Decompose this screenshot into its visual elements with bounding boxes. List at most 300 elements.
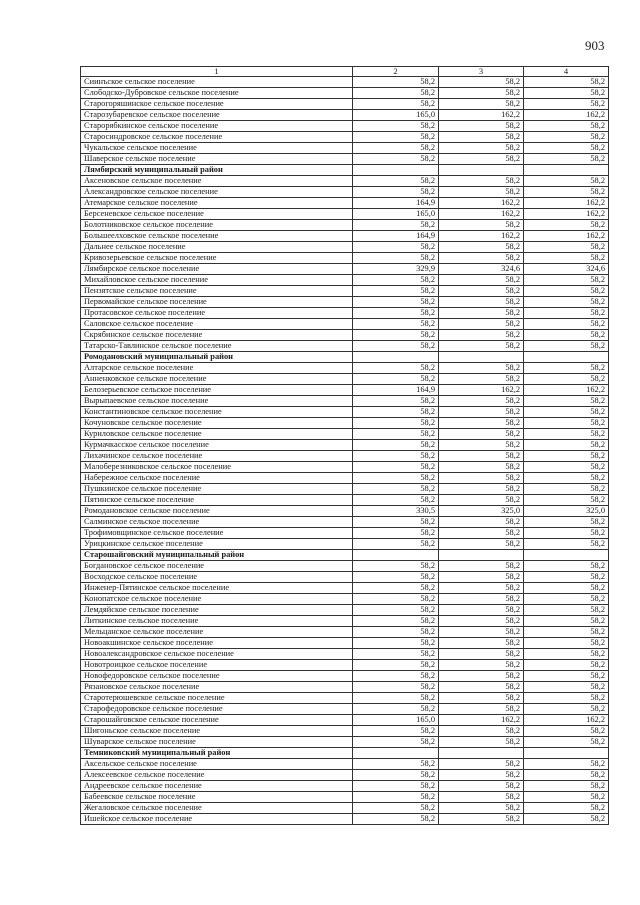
header-col-1: 1 (81, 67, 353, 77)
settlement-name: Рязановское сельское поселение (81, 682, 353, 693)
table-row (81, 682, 609, 693)
table-header (81, 67, 609, 77)
value-cell-col-4: 58,2 (524, 528, 609, 539)
value-cell-col-2: 58,2 (353, 143, 439, 154)
value-cell-col-4: 58,2 (524, 781, 609, 792)
table-row (81, 451, 609, 462)
value-cell-col-4: 58,2 (524, 627, 609, 638)
settlement-name: Куриловское сельское поселение (81, 429, 353, 440)
value-cell-col-3: 162,2 (439, 209, 524, 220)
empty-cell (439, 748, 524, 759)
table-row (81, 814, 609, 825)
table-row (81, 528, 609, 539)
value-cell-col-3: 325,0 (439, 506, 524, 517)
district-header-row (81, 550, 609, 561)
value-cell-col-3: 58,2 (439, 154, 524, 165)
budget-table (80, 66, 609, 825)
value-cell-col-2: 58,2 (353, 539, 439, 550)
value-cell-col-3: 58,2 (439, 242, 524, 253)
table-row (81, 363, 609, 374)
value-cell-col-4: 58,2 (524, 121, 609, 132)
value-cell-col-3: 58,2 (439, 429, 524, 440)
value-cell-col-3: 58,2 (439, 396, 524, 407)
value-cell-col-3: 58,2 (439, 418, 524, 429)
value-cell-col-4: 58,2 (524, 693, 609, 704)
settlement-name: Атемарское сельское поселение (81, 198, 353, 209)
settlement-name: Первомайское сельское поселение (81, 297, 353, 308)
value-cell-col-3: 58,2 (439, 121, 524, 132)
table-row (81, 297, 609, 308)
value-cell-col-2: 58,2 (353, 330, 439, 341)
table-row (81, 726, 609, 737)
value-cell-col-2: 58,2 (353, 781, 439, 792)
value-cell-col-2: 58,2 (353, 484, 439, 495)
settlement-name: Старотерюшевское сельское поселение (81, 693, 353, 704)
value-cell-col-3: 58,2 (439, 451, 524, 462)
value-cell-col-2: 58,2 (353, 627, 439, 638)
value-cell-col-3: 58,2 (439, 814, 524, 825)
value-cell-col-4: 58,2 (524, 440, 609, 451)
value-cell-col-2: 58,2 (353, 308, 439, 319)
value-cell-col-2: 58,2 (353, 154, 439, 165)
value-cell-col-4: 58,2 (524, 341, 609, 352)
table-row (81, 176, 609, 187)
table-row (81, 121, 609, 132)
settlement-name: Лихачинское сельское поселение (81, 451, 353, 462)
value-cell-col-3: 58,2 (439, 308, 524, 319)
value-cell-col-4: 58,2 (524, 286, 609, 297)
value-cell-col-3: 58,2 (439, 539, 524, 550)
value-cell-col-4: 58,2 (524, 143, 609, 154)
table-row (81, 627, 609, 638)
value-cell-col-4: 58,2 (524, 572, 609, 583)
value-cell-col-3: 58,2 (439, 132, 524, 143)
value-cell-col-2: 58,2 (353, 583, 439, 594)
header-row (81, 67, 609, 77)
empty-cell (353, 352, 439, 363)
table-row (81, 484, 609, 495)
value-cell-col-4: 58,2 (524, 132, 609, 143)
table-row (81, 396, 609, 407)
value-cell-col-2: 58,2 (353, 649, 439, 660)
value-cell-col-2: 58,2 (353, 121, 439, 132)
value-cell-col-2: 58,2 (353, 693, 439, 704)
value-cell-col-2: 164,9 (353, 231, 439, 242)
settlement-name: Пятинское сельское поселение (81, 495, 353, 506)
value-cell-col-4: 162,2 (524, 110, 609, 121)
settlement-name: Новотроицкое сельское поселение (81, 660, 353, 671)
value-cell-col-4: 162,2 (524, 385, 609, 396)
empty-cell (353, 550, 439, 561)
empty-cell (524, 352, 609, 363)
value-cell-col-2: 58,2 (353, 440, 439, 451)
value-cell-col-2: 58,2 (353, 517, 439, 528)
value-cell-col-2: 58,2 (353, 638, 439, 649)
value-cell-col-3: 58,2 (439, 99, 524, 110)
value-cell-col-3: 58,2 (439, 627, 524, 638)
value-cell-col-2: 58,2 (353, 462, 439, 473)
value-cell-col-3: 58,2 (439, 286, 524, 297)
value-cell-col-3: 58,2 (439, 253, 524, 264)
table-row (81, 319, 609, 330)
value-cell-col-3: 58,2 (439, 341, 524, 352)
settlement-name: Новофедоровское сельское поселение (81, 671, 353, 682)
value-cell-col-3: 58,2 (439, 671, 524, 682)
value-cell-col-2: 58,2 (353, 572, 439, 583)
settlement-name: Набережное сельское поселение (81, 473, 353, 484)
table-row (81, 264, 609, 275)
table-row (81, 803, 609, 814)
table-row (81, 605, 609, 616)
value-cell-col-2: 58,2 (353, 737, 439, 748)
value-cell-col-4: 58,2 (524, 605, 609, 616)
value-cell-col-4: 58,2 (524, 583, 609, 594)
value-cell-col-2: 58,2 (353, 286, 439, 297)
value-cell-col-4: 58,2 (524, 770, 609, 781)
empty-cell (439, 550, 524, 561)
settlement-name: Татарско-Тавлинское сельское поселение (81, 341, 353, 352)
table-row (81, 275, 609, 286)
value-cell-col-3: 58,2 (439, 77, 524, 88)
value-cell-col-4: 58,2 (524, 803, 609, 814)
value-cell-col-2: 58,2 (353, 605, 439, 616)
value-cell-col-4: 58,2 (524, 99, 609, 110)
district-name: Старошайговский муниципальный район (81, 550, 353, 561)
value-cell-col-2: 58,2 (353, 594, 439, 605)
table-row (81, 143, 609, 154)
value-cell-col-3: 58,2 (439, 726, 524, 737)
value-cell-col-2: 58,2 (353, 770, 439, 781)
value-cell-col-2: 165,0 (353, 110, 439, 121)
value-cell-col-3: 58,2 (439, 583, 524, 594)
empty-cell (524, 550, 609, 561)
empty-cell (353, 165, 439, 176)
value-cell-col-4: 58,2 (524, 363, 609, 374)
value-cell-col-3: 58,2 (439, 803, 524, 814)
value-cell-col-3: 58,2 (439, 594, 524, 605)
settlement-name: Болотниковское сельское поселение (81, 220, 353, 231)
value-cell-col-3: 58,2 (439, 759, 524, 770)
value-cell-col-4: 58,2 (524, 418, 609, 429)
table-row (81, 539, 609, 550)
value-cell-col-4: 58,2 (524, 396, 609, 407)
table-row (81, 495, 609, 506)
table-row (81, 473, 609, 484)
table-row (81, 253, 609, 264)
value-cell-col-2: 330,5 (353, 506, 439, 517)
value-cell-col-3: 58,2 (439, 88, 524, 99)
value-cell-col-3: 58,2 (439, 792, 524, 803)
value-cell-col-4: 58,2 (524, 154, 609, 165)
value-cell-col-2: 58,2 (353, 682, 439, 693)
value-cell-col-2: 58,2 (353, 759, 439, 770)
value-cell-col-2: 58,2 (353, 319, 439, 330)
settlement-name: Лемдяйское сельское поселение (81, 605, 353, 616)
value-cell-col-3: 58,2 (439, 528, 524, 539)
value-cell-col-3: 58,2 (439, 616, 524, 627)
value-cell-col-2: 58,2 (353, 132, 439, 143)
settlement-name: Лямбирское сельское поселение (81, 264, 353, 275)
settlement-name: Мельцанское сельское поселение (81, 627, 353, 638)
settlement-name: Литкинское сельское поселение (81, 616, 353, 627)
settlement-name: Пушкинское сельское поселение (81, 484, 353, 495)
value-cell-col-3: 162,2 (439, 385, 524, 396)
settlement-name: Салминское сельское поселение (81, 517, 353, 528)
table-row (81, 506, 609, 517)
district-name: Темниковский муниципальный район (81, 748, 353, 759)
value-cell-col-3: 58,2 (439, 704, 524, 715)
value-cell-col-2: 58,2 (353, 176, 439, 187)
settlement-name: Скрябинское сельское поселение (81, 330, 353, 341)
value-cell-col-4: 58,2 (524, 275, 609, 286)
table-row (81, 418, 609, 429)
value-cell-col-3: 58,2 (439, 484, 524, 495)
settlement-name: Урицкинское сельское поселение (81, 539, 353, 550)
value-cell-col-4: 58,2 (524, 726, 609, 737)
settlement-name: Ромодановское сельское поселение (81, 506, 353, 517)
value-cell-col-4: 58,2 (524, 759, 609, 770)
value-cell-col-4: 325,0 (524, 506, 609, 517)
value-cell-col-4: 58,2 (524, 660, 609, 671)
value-cell-col-4: 58,2 (524, 330, 609, 341)
settlement-name: Восходское сельское поселение (81, 572, 353, 583)
value-cell-col-4: 58,2 (524, 462, 609, 473)
page-number: 903 (585, 38, 605, 53)
table-row (81, 616, 609, 627)
settlement-name: Малоберезниковское сельское поселение (81, 462, 353, 473)
value-cell-col-4: 162,2 (524, 209, 609, 220)
value-cell-col-2: 58,2 (353, 407, 439, 418)
table-row (81, 220, 609, 231)
table-row (81, 308, 609, 319)
value-cell-col-3: 58,2 (439, 319, 524, 330)
settlement-name: Сиинъское сельское поселение (81, 77, 353, 88)
value-cell-col-2: 58,2 (353, 726, 439, 737)
value-cell-col-3: 58,2 (439, 660, 524, 671)
settlement-name: Шуварское сельское поселение (81, 737, 353, 748)
value-cell-col-3: 58,2 (439, 649, 524, 660)
value-cell-col-4: 58,2 (524, 88, 609, 99)
header-col-2: 2 (353, 67, 439, 77)
table-row (81, 517, 609, 528)
value-cell-col-2: 58,2 (353, 187, 439, 198)
settlement-name: Старошайговское сельское поселение (81, 715, 353, 726)
value-cell-col-3: 58,2 (439, 374, 524, 385)
value-cell-col-4: 324,6 (524, 264, 609, 275)
table-row (81, 99, 609, 110)
value-cell-col-2: 58,2 (353, 792, 439, 803)
settlement-name: Ишейское сельское поселение (81, 814, 353, 825)
settlement-name: Новоалександровское сельское поселение (81, 649, 353, 660)
table-row (81, 407, 609, 418)
value-cell-col-4: 58,2 (524, 616, 609, 627)
value-cell-col-2: 58,2 (353, 671, 439, 682)
value-cell-col-2: 58,2 (353, 660, 439, 671)
settlement-name: Саловское сельское поселение (81, 319, 353, 330)
table-row (81, 693, 609, 704)
table-row (81, 781, 609, 792)
value-cell-col-4: 58,2 (524, 682, 609, 693)
settlement-name: Старосиндровское сельское поселение (81, 132, 353, 143)
settlement-name: Большеелховское сельское поселение (81, 231, 353, 242)
value-cell-col-4: 58,2 (524, 451, 609, 462)
value-cell-col-3: 58,2 (439, 297, 524, 308)
table-row (81, 583, 609, 594)
value-cell-col-2: 58,2 (353, 814, 439, 825)
empty-cell (439, 165, 524, 176)
settlement-name: Старогоряшинское сельское поселение (81, 99, 353, 110)
value-cell-col-4: 58,2 (524, 187, 609, 198)
settlement-name: Константиновское сельское поселение (81, 407, 353, 418)
header-col-4: 4 (524, 67, 609, 77)
value-cell-col-4: 58,2 (524, 495, 609, 506)
value-cell-col-3: 58,2 (439, 693, 524, 704)
value-cell-col-2: 165,0 (353, 209, 439, 220)
settlement-name: Бабеевское сельское поселение (81, 792, 353, 803)
settlement-name: Шаверское сельское поселение (81, 154, 353, 165)
value-cell-col-4: 58,2 (524, 814, 609, 825)
value-cell-col-2: 164,9 (353, 198, 439, 209)
value-cell-col-2: 58,2 (353, 253, 439, 264)
table-row (81, 374, 609, 385)
table-row (81, 341, 609, 352)
value-cell-col-3: 58,2 (439, 176, 524, 187)
settlement-name: Протасовское сельское поселение (81, 308, 353, 319)
value-cell-col-4: 58,2 (524, 297, 609, 308)
value-cell-col-4: 58,2 (524, 429, 609, 440)
settlement-name: Конопатское сельское поселение (81, 594, 353, 605)
table-row (81, 242, 609, 253)
value-cell-col-4: 58,2 (524, 649, 609, 660)
table-row (81, 561, 609, 572)
value-cell-col-3: 58,2 (439, 572, 524, 583)
district-name: Ромодановский муниципальный район (81, 352, 353, 363)
value-cell-col-2: 58,2 (353, 528, 439, 539)
settlement-name: Алтарское сельское поселение (81, 363, 353, 374)
value-cell-col-4: 58,2 (524, 561, 609, 572)
value-cell-col-2: 58,2 (353, 363, 439, 374)
table-row (81, 572, 609, 583)
settlement-name: Старофедоровское сельское поселение (81, 704, 353, 715)
value-cell-col-3: 58,2 (439, 682, 524, 693)
value-cell-col-3: 58,2 (439, 187, 524, 198)
district-header-row (81, 748, 609, 759)
value-cell-col-3: 58,2 (439, 495, 524, 506)
value-cell-col-2: 58,2 (353, 429, 439, 440)
value-cell-col-4: 58,2 (524, 517, 609, 528)
settlement-name: Старозубаревское сельское поселение (81, 110, 353, 121)
table-row (81, 704, 609, 715)
value-cell-col-2: 58,2 (353, 704, 439, 715)
table-row (81, 77, 609, 88)
table-row (81, 759, 609, 770)
value-cell-col-4: 58,2 (524, 77, 609, 88)
value-cell-col-4: 58,2 (524, 704, 609, 715)
value-cell-col-4: 58,2 (524, 737, 609, 748)
table-row (81, 770, 609, 781)
value-cell-col-3: 58,2 (439, 605, 524, 616)
value-cell-col-3: 58,2 (439, 440, 524, 451)
empty-cell (524, 165, 609, 176)
value-cell-col-2: 58,2 (353, 561, 439, 572)
table-row (81, 286, 609, 297)
value-cell-col-4: 58,2 (524, 638, 609, 649)
value-cell-col-2: 58,2 (353, 374, 439, 385)
settlement-name: Анненковское сельское поселение (81, 374, 353, 385)
settlement-name: Берсеневское сельское поселение (81, 209, 353, 220)
table-row (81, 715, 609, 726)
settlement-name: Шигоньское сельское поселение (81, 726, 353, 737)
value-cell-col-3: 58,2 (439, 737, 524, 748)
value-cell-col-3: 324,6 (439, 264, 524, 275)
settlement-name: Аксельское сельское поселение (81, 759, 353, 770)
settlement-name: Старорябкинское сельское поселение (81, 121, 353, 132)
table-row (81, 385, 609, 396)
value-cell-col-3: 58,2 (439, 220, 524, 231)
value-cell-col-3: 162,2 (439, 231, 524, 242)
table-row (81, 649, 609, 660)
settlement-name: Жегаловское сельское поселение (81, 803, 353, 814)
empty-cell (353, 748, 439, 759)
value-cell-col-4: 58,2 (524, 220, 609, 231)
value-cell-col-3: 58,2 (439, 275, 524, 286)
table-row (81, 231, 609, 242)
settlement-name: Новоакшинское сельское поселение (81, 638, 353, 649)
value-cell-col-2: 58,2 (353, 451, 439, 462)
settlement-name: Вырыпаевское сельское поселение (81, 396, 353, 407)
settlement-name: Андреевское сельское поселение (81, 781, 353, 792)
value-cell-col-3: 58,2 (439, 561, 524, 572)
value-cell-col-4: 58,2 (524, 407, 609, 418)
value-cell-col-2: 58,2 (353, 275, 439, 286)
table-row (81, 110, 609, 121)
value-cell-col-2: 58,2 (353, 88, 439, 99)
table-row (81, 671, 609, 682)
table-row (81, 330, 609, 341)
value-cell-col-4: 58,2 (524, 242, 609, 253)
table-row (81, 737, 609, 748)
district-header-row (81, 165, 609, 176)
value-cell-col-2: 58,2 (353, 473, 439, 484)
value-cell-col-3: 58,2 (439, 143, 524, 154)
value-cell-col-4: 58,2 (524, 176, 609, 187)
table-row (81, 187, 609, 198)
table-row (81, 154, 609, 165)
district-name: Лямбирский муниципальный район (81, 165, 353, 176)
settlement-name: Михайловское сельское поселение (81, 275, 353, 286)
settlement-name: Белозерьевское сельское поселение (81, 385, 353, 396)
value-cell-col-3: 58,2 (439, 473, 524, 484)
table-body (81, 77, 609, 825)
settlement-name: Дальнее сельское поселение (81, 242, 353, 253)
value-cell-col-3: 58,2 (439, 462, 524, 473)
value-cell-col-3: 162,2 (439, 110, 524, 121)
value-cell-col-2: 164,9 (353, 385, 439, 396)
value-cell-col-2: 58,2 (353, 418, 439, 429)
value-cell-col-2: 58,2 (353, 77, 439, 88)
table-row (81, 132, 609, 143)
value-cell-col-2: 58,2 (353, 616, 439, 627)
table-row (81, 462, 609, 473)
settlement-name: Кривозерьевское сельское поселение (81, 253, 353, 264)
settlement-name: Аксеновское сельское поселение (81, 176, 353, 187)
settlement-name: Чукальское сельское поселение (81, 143, 353, 154)
value-cell-col-4: 58,2 (524, 473, 609, 484)
value-cell-col-4: 58,2 (524, 374, 609, 385)
value-cell-col-4: 58,2 (524, 308, 609, 319)
header-col-3: 3 (439, 67, 524, 77)
settlement-name: Александровское сельское поселение (81, 187, 353, 198)
